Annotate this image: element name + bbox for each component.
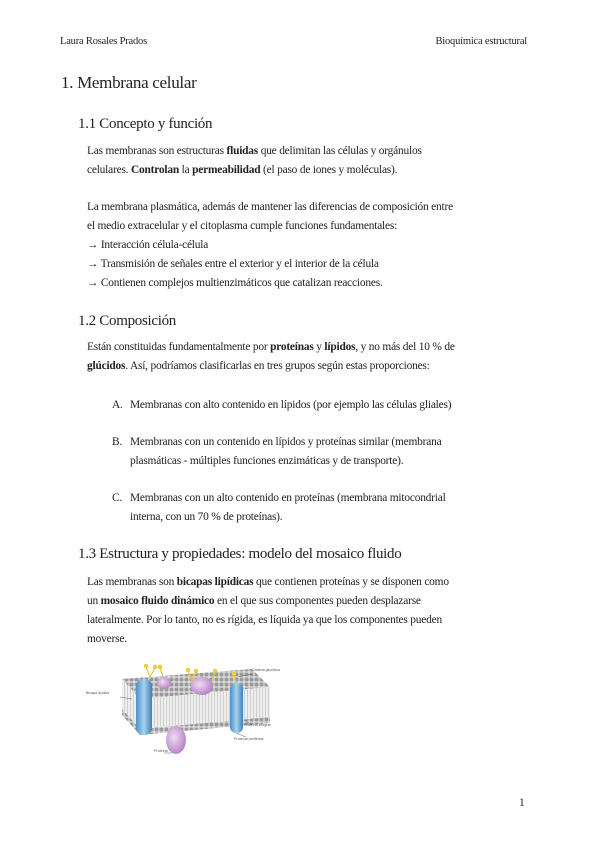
list-item-b: B. Membranas con un contenido en lípidos y proteínas similar (membrana plasmáticas - múltiples funciones enzimáticas y de transporte). xyxy=(112,433,532,471)
paragraph-structure: Las membranas son bicapas lipídicas que contienen proteínas y se disponen como un mosaico fluido dinámico en el que sus componentes pueden desplazarse lateralmente. Por lo tanto, no es rígida, es líquida ya que los componentes pueden moverse. xyxy=(87,576,449,645)
term-fluidas: fluidas xyxy=(226,145,259,157)
function-bullet: → Transmisión de señales entre el exterior y el interior de la célula xyxy=(87,258,379,270)
term-bicapas: bicapas lipídicas xyxy=(176,576,254,588)
fluid-mosaic-figure xyxy=(84,657,284,767)
paragraph-concept: Las membranas son estructuras fluidas que delimitan las células y orgánulos celulares. Controlan la permeabilidad (el paso de iones y moléculas). xyxy=(87,145,422,176)
header-author: Laura Rosales Prados xyxy=(60,36,147,47)
term-glucidos: glúcidos xyxy=(87,360,126,372)
list-marker: C. xyxy=(112,492,123,504)
integral-protein-right xyxy=(230,683,243,733)
term-permeabilidad: permeabilidad xyxy=(192,164,261,176)
label-peripheral: Proteína periférica xyxy=(234,737,264,741)
list-item-c: C. Membranas con un alto contenido en proteínas (membrana mitocondrial interna, con un 70 % de proteínas). xyxy=(112,489,532,527)
function-bullet: → Interacción célula-célula xyxy=(87,239,209,251)
paragraph-functions: La membrana plasmática, además de mantener las diferencias de composición entre el medio extracelular y el citoplasma cumple funciones fundamentales: → Interacción célula-célula → Transmisión de señales entre el exterior y el interior de la célula → Contienen complejos multienzimáticos que catalizan reacciones. xyxy=(87,201,453,289)
function-bullet: → Contienen complejos multienzimáticos que catalizan reacciones. xyxy=(87,277,383,289)
list-item-a: A. Membranas con alto contenido en lípidos (por ejemplo las células gliales) xyxy=(112,396,532,415)
label-bilayer: Bicapa lipídica xyxy=(86,691,110,695)
header-subject: Bioquímica estructural xyxy=(435,36,527,47)
label-integral: Proteína integral xyxy=(244,723,271,727)
integral-protein-left xyxy=(136,679,152,735)
term-controlan: Controlan xyxy=(130,164,179,176)
term-lipidos: lípidos xyxy=(324,341,356,353)
term-mosaico: mosaico fluido dinámico xyxy=(100,595,215,607)
section-1-1-title: 1.1 Concepto y función xyxy=(78,116,213,132)
section-1-3-title: 1.3 Estructura y propiedades: modelo del mosaico fluido xyxy=(78,546,402,562)
page-header xyxy=(60,36,527,52)
label-protein: Proteína xyxy=(154,749,168,753)
section-1-2-title: 1.2 Composición xyxy=(78,313,177,329)
page-number: 1 xyxy=(519,797,525,809)
label-glycolipid: Cadena glucídica xyxy=(252,668,280,672)
list-marker: A. xyxy=(112,399,123,411)
term-proteinas: proteínas xyxy=(270,341,314,353)
list-marker: B. xyxy=(112,436,123,448)
section-1-title: 1. Membrana celular xyxy=(61,73,197,92)
paragraph-composition: Están constituidas fundamentalmente por proteínas y lípidos, y no más del 10 % de glúcidos. Así, podríamos clasificarlas en tres grupos según estas proporciones: xyxy=(87,341,455,372)
